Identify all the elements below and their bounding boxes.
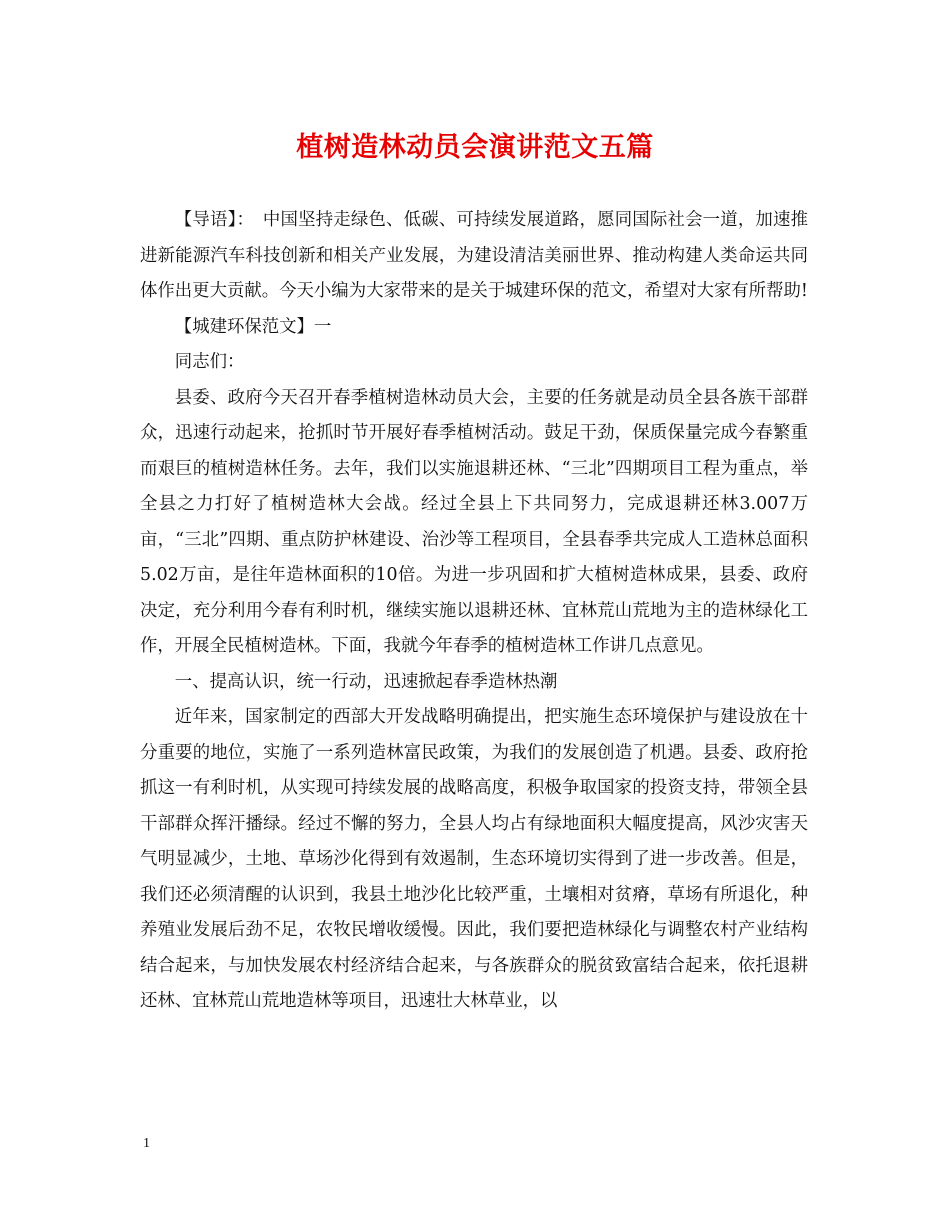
section-heading: 【城建环保范文】一 — [174, 316, 332, 337]
subsection-heading: 一、提高认识，统一行动，迅速掀起春季造林热潮 — [174, 671, 558, 692]
page-number: 1 — [143, 1136, 150, 1151]
body-paragraph: 近年来，国家制定的西部大开发战略明确提出，把实施生态环境保护与建设放在十分重要的地位，实施了一系列造林富民政策，为我们的发展创造了机遇。县委、政府抢抓这一有利时机，从实现可持续发展的战略高度，积极争取国家的投资支持，带领全县干部群众挥汗播绿。经过不懈的努力，全县人均占有绿地面积大幅度提高，风沙灾害天气明显减少，土地、草场沙化得到有效遏制，生态环境切实得到了进一步改善。但是，我们还必须清醒的认识到，我县土地沙化比较严重，土壤相对贫瘠，草场有所退化，种养殖业发展后劲不足，农牧民增收缓慢。因此，我们要把造林绿化与调整农村产业结构结合起来，与加快发展农村经济结合起来，与各族群众的脱贫致富结合起来，依托退耕还林、宜林荒山荒地造林等项目，迅速壮大林草业，以 — [140, 707, 808, 1011]
document-title: 植树造林动员会演讲范文五篇 — [296, 132, 654, 163]
intro-paragraph: 【导语】： 中国坚持走绿色、低碳、可持续发展道路，愿同国际社会一道，加速推进新能源汽车科技创新和相关产业发展，为建设清洁美丽世界、推动构建人类命运共同体作出更大贡献。今天小编为大家带来的是关于城建环保的范文，希望对大家有所帮助! — [140, 210, 808, 301]
salutation: 同志们： — [174, 352, 245, 372]
document-body — [140, 203, 808, 1020]
body-paragraph: 县委、政府今天召开春季植树造林动员大会，主要的任务就是动员全县各族干部群众，迅速行动起来，抢抓时节开展好春季植树活动。鼓足干劲，保质保量完成今春繁重而艰巨的植树造林任务。去年，我们以实施退耕还林、“三北”四期项目工程为重点，举全县之力打好了植树造林大会战。经过全县上下共同努力，完成退耕还林3.007万亩，“三北”四期、重点防护林建设、治沙等工程项目，全县春季共完成人工造林总面积5.02万亩，是往年造林面积的10倍。为进一步巩固和扩大植树造林成果，县委、政府决定，充分利用今春有利时机，继续实施以退耕还林、宜林荒山荒地为主的造林绿化工作，开展全民植树造林。下面，我就今年春季的植树造林工作讲几点意见。 — [140, 387, 808, 656]
